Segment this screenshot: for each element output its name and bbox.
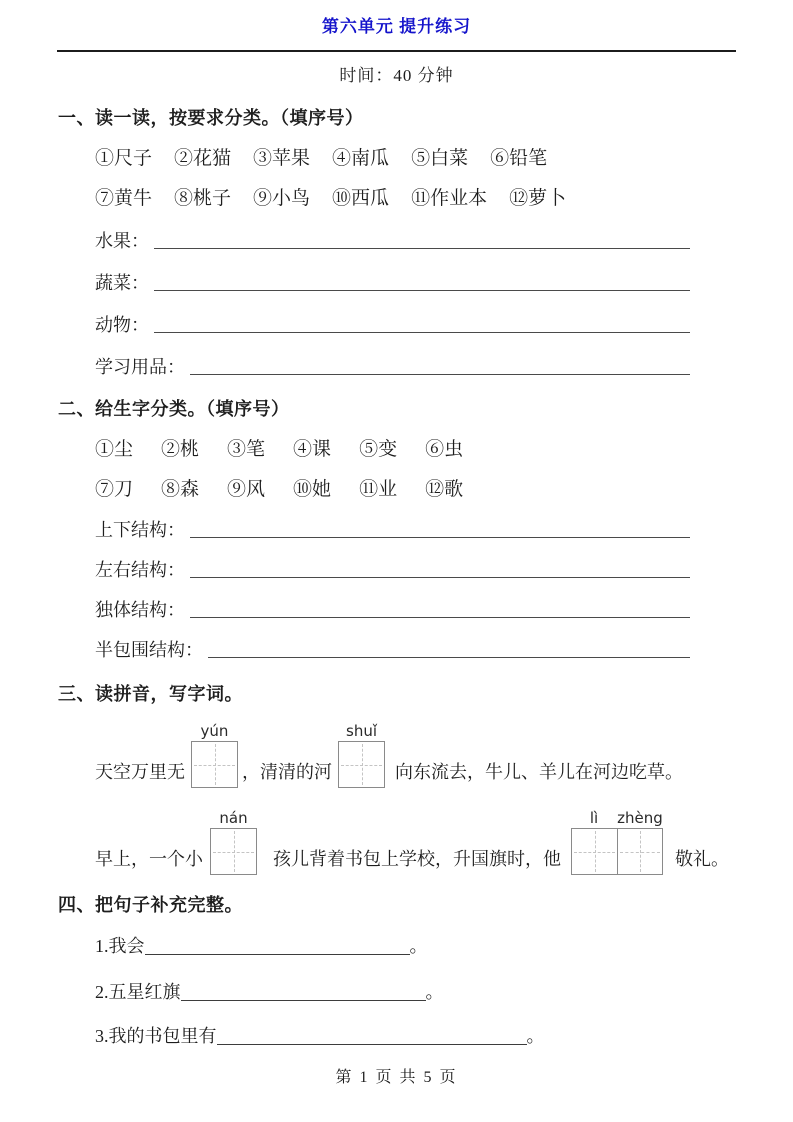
- pinyin-label: zhèng: [617, 809, 663, 827]
- writing-cells: [571, 828, 663, 875]
- page-title: 第六单元 提升练习: [321, 17, 472, 36]
- word-item: ②桃: [161, 439, 200, 460]
- word-item: ⑩她: [293, 479, 332, 500]
- word-item: ①尺子: [95, 148, 153, 169]
- sentence-completion-item-2: [95, 979, 737, 1006]
- word-item: ⑧桃子: [174, 188, 232, 209]
- word-item: ⑫萝卜: [509, 188, 567, 209]
- writing-cells: [338, 741, 385, 788]
- answer-row-left-right-structure: [95, 543, 690, 583]
- pinyin-label-row: [191, 721, 238, 741]
- pinyin-writing-box-yun: [191, 721, 238, 788]
- word-item: ⑪业: [359, 479, 398, 500]
- answer-blank-line: [190, 374, 690, 375]
- sentence-text: 向东流去，牛儿、羊儿在河边吃草。: [395, 762, 683, 782]
- answer-row-animal: [95, 296, 690, 338]
- answer-row-single-structure: [95, 583, 690, 623]
- pinyin-writing-box-shui: [338, 721, 385, 788]
- section-2-word-row-1: [95, 436, 737, 463]
- sentence-text: 早上，一个小: [95, 849, 203, 869]
- section-2-word-row-2: [95, 476, 737, 503]
- word-item: ①尘: [95, 439, 134, 460]
- pinyin-writing-box-li-zheng: [571, 808, 663, 875]
- sentence-text: 敬礼。: [675, 849, 729, 869]
- blank-label: 蔬菜：: [95, 273, 149, 293]
- answer-blank-line: [154, 290, 690, 291]
- pinyin-label: lì: [589, 809, 599, 827]
- answer-row-fruit: [95, 212, 690, 254]
- pinyin-sentence-2: [95, 808, 737, 875]
- word-item: ③笔: [227, 439, 266, 460]
- word-item: ④南瓜: [332, 148, 390, 169]
- blank-label: 水果：: [95, 231, 149, 251]
- pinyin-label: nán: [219, 809, 248, 827]
- time-limit-label: 时间：40 分钟: [339, 66, 454, 85]
- word-item: ②花猫: [174, 148, 232, 169]
- sentence-text: 天空万里无: [95, 762, 185, 782]
- blank-label: 上下结构：: [95, 520, 185, 540]
- writing-cells: [191, 741, 238, 788]
- pinyin-label-row: [338, 721, 385, 741]
- answer-blank-line: [190, 577, 690, 578]
- item-period: 。: [409, 936, 428, 956]
- answer-row-half-enclosed-structure: [95, 623, 690, 663]
- writing-cell: [192, 742, 237, 787]
- section-1-word-row-2: [95, 185, 737, 212]
- blank-label: 左右结构：: [95, 560, 185, 580]
- sentence-completion-item-1: [95, 933, 737, 960]
- blank-label: 半包围结构：: [95, 640, 203, 660]
- word-item: ⑨风: [227, 479, 266, 500]
- pinyin-label-row: [571, 808, 663, 828]
- word-item: ⑦刀: [95, 479, 134, 500]
- word-item: ⑩西瓜: [332, 188, 390, 209]
- pinyin-label: shuǐ: [346, 722, 377, 740]
- pinyin-label: yún: [200, 722, 229, 740]
- answer-blank-line: [181, 1000, 426, 1001]
- pinyin-sentence-1: [95, 721, 737, 788]
- item-period: 。: [425, 982, 444, 1002]
- word-item: ④课: [293, 439, 332, 460]
- section-1-heading: 一、读一读，按要求分类。（填序号）: [58, 108, 364, 128]
- word-item: ⑫歌: [425, 479, 464, 500]
- writing-cell: [617, 829, 662, 874]
- answer-row-top-bottom-structure: [95, 503, 690, 543]
- section-4-heading: 四、把句子补充完整。: [58, 895, 243, 915]
- answer-blank-line: [145, 954, 410, 955]
- item-prefix: 2.五星红旗: [95, 982, 181, 1002]
- page-number: 第 1 页 共 5 页: [335, 1069, 458, 1086]
- item-period: 。: [526, 1026, 545, 1046]
- answer-blank-line: [208, 657, 690, 658]
- answer-blank-line: [190, 537, 690, 538]
- blank-label: 学习用品：: [95, 357, 185, 377]
- answer-blank-line: [154, 332, 690, 333]
- section-2-heading: 二、给生字分类。（填序号）: [58, 399, 290, 419]
- header-divider: [57, 50, 736, 52]
- answer-row-vegetable: [95, 254, 690, 296]
- writing-cell: [572, 829, 617, 874]
- word-item: ⑦黄牛: [95, 188, 153, 209]
- answer-blank-line: [190, 617, 690, 618]
- item-prefix: 3.我的书包里有: [95, 1026, 217, 1046]
- blank-label: 动物：: [95, 315, 149, 335]
- sentence-text: ，清清的河: [242, 762, 332, 782]
- word-item: ⑧森: [161, 479, 200, 500]
- section-1-word-row-1: [95, 145, 737, 172]
- answer-blank-line: [217, 1044, 527, 1045]
- word-item: ⑤变: [359, 439, 398, 460]
- word-item: ⑥虫: [425, 439, 464, 460]
- word-item: ⑪作业本: [411, 188, 488, 209]
- writing-cells: [210, 828, 257, 875]
- section-3-heading: 三、读拼音，写字词。: [58, 684, 243, 704]
- answer-row-school-supplies: [95, 338, 690, 380]
- sentence-text: 孩儿背着书包上学校，升国旗时，他: [273, 849, 561, 869]
- writing-cell: [211, 829, 256, 874]
- word-item: ⑨小鸟: [253, 188, 311, 209]
- sentence-completion-item-3: [95, 1023, 737, 1050]
- writing-cell: [339, 742, 384, 787]
- word-item: ⑥铅笔: [490, 148, 548, 169]
- answer-blank-line: [154, 248, 690, 249]
- word-item: ⑤白菜: [411, 148, 469, 169]
- item-prefix: 1.我会: [95, 936, 145, 956]
- pinyin-writing-box-nan: [210, 808, 257, 875]
- blank-label: 独体结构：: [95, 600, 185, 620]
- word-item: ③苹果: [253, 148, 311, 169]
- pinyin-label-row: [210, 808, 257, 828]
